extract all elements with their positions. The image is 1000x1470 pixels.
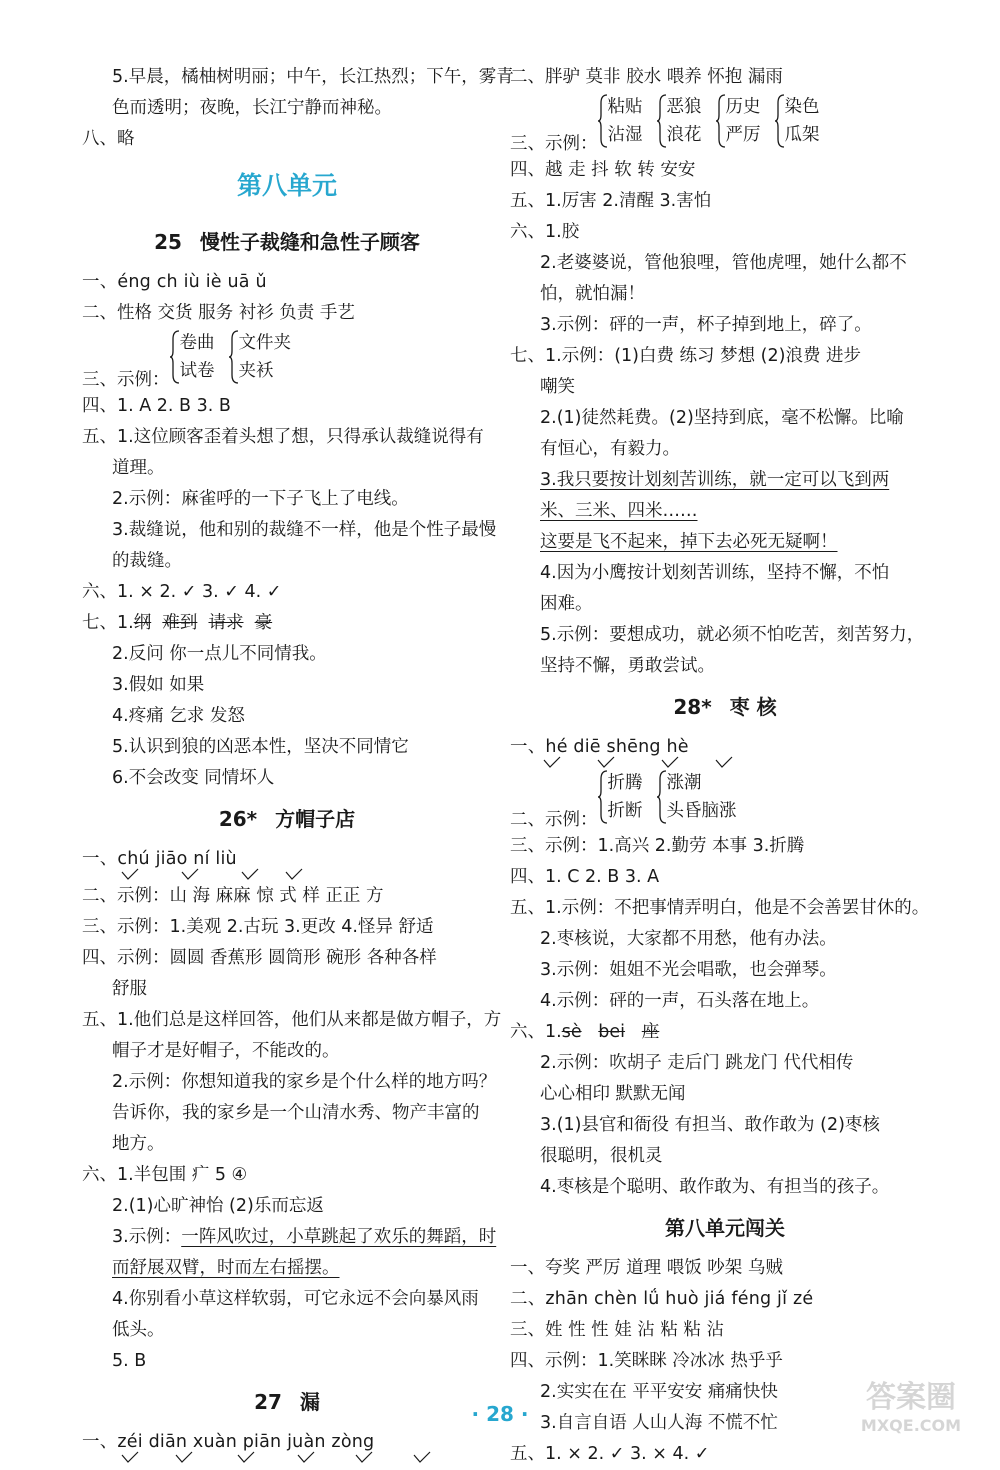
checkmark-icon (118, 1450, 478, 1464)
struck-word: 纲 (133, 613, 152, 633)
lesson-name: 漏 (299, 1390, 320, 1414)
text-line: 五、1.厉害 2.清醒 3.害怕 (510, 191, 712, 211)
check-marks (510, 755, 940, 769)
correction-line (510, 1017, 940, 1048)
text-line: 2.示例：吹胡子 走后门 跳龙门 代代相传 (540, 1053, 854, 1073)
text-line: 三、示例：1.高兴 2.勤劳 本事 3.折腾 (510, 836, 805, 856)
text-line: 二、胖驴 莫非 胶水 喂养 怀抱 漏雨 (510, 67, 783, 87)
text-line: 八、略 (82, 129, 135, 149)
text-prefix: 六、1. (510, 1022, 562, 1042)
text-line: 5. B (112, 1351, 147, 1371)
check-marks (82, 867, 492, 881)
word: 折断 (607, 801, 643, 821)
text-line: 4.你别看小草这样软弱，可它永远不会向暴风雨 (112, 1289, 479, 1309)
text-line: 六、1.半包围 疒 5 ④ (82, 1165, 248, 1185)
text-line: 3.(1)县官和衙役 有担当、敢作敢为 (2)枣核 (540, 1115, 880, 1135)
text-line: 困难。 (540, 594, 593, 614)
text-line: 五、1.示例：不把事情弄明白，他是不会善罢甘休的。 (510, 898, 930, 918)
text-line: 2.枣核说，大家都不用愁，他有办法。 (540, 929, 837, 949)
text-line: 嘲笑 (540, 377, 575, 397)
brace-icon (598, 93, 608, 149)
lesson-title-26 (82, 794, 492, 844)
struck-word: 豪 (254, 613, 273, 633)
brace-group (229, 329, 292, 385)
word: 历史 (725, 97, 761, 117)
text-line: 一、夸奖 严厉 道理 喂饭 吵架 乌贼 (510, 1258, 783, 1278)
text-line: 2.反问 你一点儿不同情我。 (112, 644, 327, 664)
text-line: 五、1.这位顾客歪着头想了想，只得承认裁缝说得有 (82, 427, 484, 447)
watermark-text: 答案圈 (866, 1380, 956, 1415)
text-prefix: 三、示例： (82, 370, 170, 390)
text-line: 地方。 (112, 1134, 165, 1154)
struck-word: sè (561, 1022, 582, 1042)
brace-group (170, 329, 215, 385)
text-line: 帽子才是好帽子，不能改的。 (112, 1041, 340, 1061)
brace-line (82, 329, 492, 391)
brace-line (510, 769, 940, 831)
brace-group (598, 93, 643, 149)
word: 粘贴 (607, 97, 643, 117)
lesson-title-27 (82, 1377, 492, 1427)
text-line: 3.裁缝说，他和别的裁缝不一样，他是个性子最慢 (112, 520, 497, 540)
text-line: 三、姓 性 性 娃 沾 粘 粘 沾 (510, 1320, 724, 1340)
checkmark-icon (118, 867, 378, 881)
text-line: 5.早晨，橘柚树明丽；中午，长江热烈；下午，雾青 (112, 67, 514, 87)
text-line: 3.示例：姐姐不光会唱歌，也会弹琴。 (540, 960, 837, 980)
text-prefix: 二、示例： (510, 810, 598, 830)
brace-icon (229, 329, 239, 385)
text-line (82, 1222, 497, 1253)
brace-icon (598, 769, 608, 825)
text-prefix: 三、示例： (510, 134, 598, 154)
text-line (510, 496, 940, 527)
pinyin-line: 一、zéi diān xuàn piān juàn zòng (82, 1432, 375, 1452)
text-line: 五、1. × 2. ✓ 3. × 4. ✓ (510, 1444, 710, 1464)
text-line: 六、1. × 2. ✓ 3. ✓ 4. ✓ (82, 582, 282, 602)
lesson-number: 28* (673, 695, 712, 719)
word: 卷曲 (179, 333, 215, 353)
unit-test-title: 第八单元闯关 (665, 1216, 785, 1240)
watermark-url: MXQE.COM (860, 1416, 962, 1435)
lesson-name: 枣 核 (729, 695, 777, 719)
text-line: 5.认识到狼的凶恶本性，坚决不同情它 (112, 737, 409, 757)
watermark-logo (836, 1369, 986, 1437)
text-line: 六、1.胶 (510, 222, 580, 242)
text-line: 四、越 走 抖 软 转 安安 (510, 160, 696, 180)
text-line: 2.示例：你想知道我的家乡是个什么样的地方吗？ (112, 1072, 497, 1092)
text-line: 2.示例：麻雀呼的一下子飞上了电线。 (112, 489, 409, 509)
word: 瓜架 (784, 125, 820, 145)
word: 沾湿 (607, 125, 643, 145)
text-line: 3.假如 如果 (112, 675, 205, 695)
word: 折腾 (607, 773, 643, 793)
text-line: 五、1.他们总是这样回答，他们从来都是做方帽子，方 (82, 1010, 502, 1030)
pinyin-line: 二、zhān chèn lǘ huò jiá féng jǐ zé (510, 1289, 814, 1309)
underlined-text: 米、三米、四米…… (540, 501, 698, 521)
text-line: 的裁缝。 (112, 551, 182, 571)
brace-icon (716, 93, 726, 149)
text-line (510, 465, 940, 496)
text-line: 2.老婆婆说，管他狼哩，管他虎哩，她什么都不 (540, 253, 907, 273)
text-line: 色而透明；夜晚，长江宁静而神秘。 (112, 98, 392, 118)
text-line (510, 527, 940, 558)
unit-title: 第八单元 (236, 171, 337, 200)
text-prefix: 七、1. (82, 613, 134, 633)
check-marks (82, 1450, 492, 1464)
brace-icon (657, 93, 667, 149)
text-line: 怕，就怕漏！ (540, 284, 645, 304)
text-line: 四、示例：1.笑眯眯 冷冰冰 热乎乎 (510, 1351, 783, 1371)
word: 染色 (784, 97, 820, 117)
text-line (82, 1253, 492, 1284)
lesson-name: 方帽子店 (275, 807, 356, 831)
text-line: 2.(1)徒然耗费。(2)坚持到底，毫不松懈。比喻 (540, 408, 904, 428)
text-line: 很聪明，很机灵 (540, 1146, 663, 1166)
text-line: 4.示例：砰的一声，石头落在地上。 (540, 991, 820, 1011)
text-line: 5.示例：要想成功，就必须不怕吃苦，刻苦努力， (540, 625, 925, 645)
lesson-title-25 (82, 217, 492, 267)
page-number-value: 28 (486, 1402, 514, 1426)
brace-line (510, 93, 940, 155)
text-line: 告诉你，我的家乡是一个山清水秀、物产丰富的 (112, 1103, 480, 1123)
text-line: 2.(1)心旷神怡 (2)乐而忘返 (112, 1196, 324, 1216)
text-prefix: 3.示例： (112, 1227, 182, 1247)
word: 涨潮 (666, 773, 702, 793)
text-line: 四、1. C 2. B 3. A (510, 867, 660, 887)
text-line: 3.示例：砰的一声，杯子掉到地上，碎了。 (540, 315, 872, 335)
text-line: 有恒心，有毅力。 (540, 439, 680, 459)
text-line: 4.因为小鹰按计划刻苦训练，坚持不懈，不怕 (540, 563, 890, 583)
word: 严厉 (725, 125, 761, 145)
text-line: 坚持不懈，勇敢尝试。 (540, 656, 715, 676)
word: 文件夹 (238, 333, 291, 353)
underlined-text: 而舒展双臂，时而左右摇摆。 (112, 1258, 340, 1278)
text-line: 二、性格 交货 服务 衬衫 负责 手艺 (82, 303, 355, 323)
checkmark-icon (540, 755, 760, 769)
correction-line (82, 608, 492, 639)
brace-group (657, 93, 702, 149)
brace-group (775, 93, 820, 149)
pinyin-line: 一、hé diē shēng hè (510, 737, 689, 757)
text-line: 2.实实在在 平平安安 痛痛快快 (540, 1382, 778, 1402)
brace-group (598, 769, 643, 825)
brace-group (716, 93, 761, 149)
text-line: 道理。 (112, 458, 165, 478)
text-line: 二、示例：山 海 麻麻 惊 式 样 正正 方 (82, 886, 384, 906)
brace-icon (657, 769, 667, 825)
struck-word: 请求 (208, 613, 244, 633)
text-line: 心心相印 默默无闻 (540, 1084, 686, 1104)
word: 恶狼 (666, 97, 702, 117)
lesson-number: 26* (218, 807, 258, 831)
text-line: 四、1. A 2. B 3. B (82, 396, 231, 416)
lesson-number: 27 (254, 1390, 282, 1414)
brace-group (657, 769, 737, 825)
text-line: 6.不会改变 同情坏人 (112, 768, 275, 788)
word: 浪花 (666, 125, 702, 145)
brace-icon (775, 93, 785, 149)
text-line: 七、1.示例：(1)白费 练习 梦想 (2)浪费 进步 (510, 346, 862, 366)
word: 试卷 (179, 361, 215, 381)
underlined-text: 这要是飞不起来，掉下去必死无疑啊！ (540, 532, 838, 552)
underlined-text: 3.我只要按计划刻苦训练，就一定可以飞到两 (540, 470, 890, 490)
lesson-number: 25 (154, 230, 182, 254)
text-line: 四、示例：圆圆 香蕉形 圆筒形 碗形 各种各样 (82, 948, 437, 968)
lesson-name: 慢性子裁缝和急性子顾客 (199, 230, 420, 254)
page-number: · 28 · (471, 1402, 529, 1426)
brace-icon (170, 329, 180, 385)
lesson-title-28 (510, 682, 940, 732)
text-line: 舒服 (112, 979, 147, 999)
underlined-text: 一阵风吹过，小草跳起了欢乐的舞蹈，时 (181, 1227, 497, 1247)
text-line: 4.疼痛 乞求 发怒 (112, 706, 245, 726)
word: 夹袄 (238, 361, 274, 381)
struck-word: 难到 (162, 613, 198, 633)
struck-word: 座 (641, 1022, 660, 1042)
struck-word: bei (598, 1022, 626, 1042)
pinyin-line: 一、éng ch iù iè uā ǔ (82, 272, 267, 292)
word: 头昏脑涨 (666, 801, 737, 821)
text-line: 三、示例：1.美观 2.古玩 3.更改 4.怪异 舒适 (82, 917, 434, 937)
right-column (510, 62, 940, 1470)
text-line: 3.自言自语 人山人海 不慌不忙 (540, 1413, 778, 1433)
text-line: 4.枣核是个聪明、敢作敢为、有担当的孩子。 (540, 1177, 890, 1197)
pinyin-line: 一、chú jiāo ní liù (82, 849, 237, 869)
text-line: 低头。 (112, 1320, 165, 1340)
